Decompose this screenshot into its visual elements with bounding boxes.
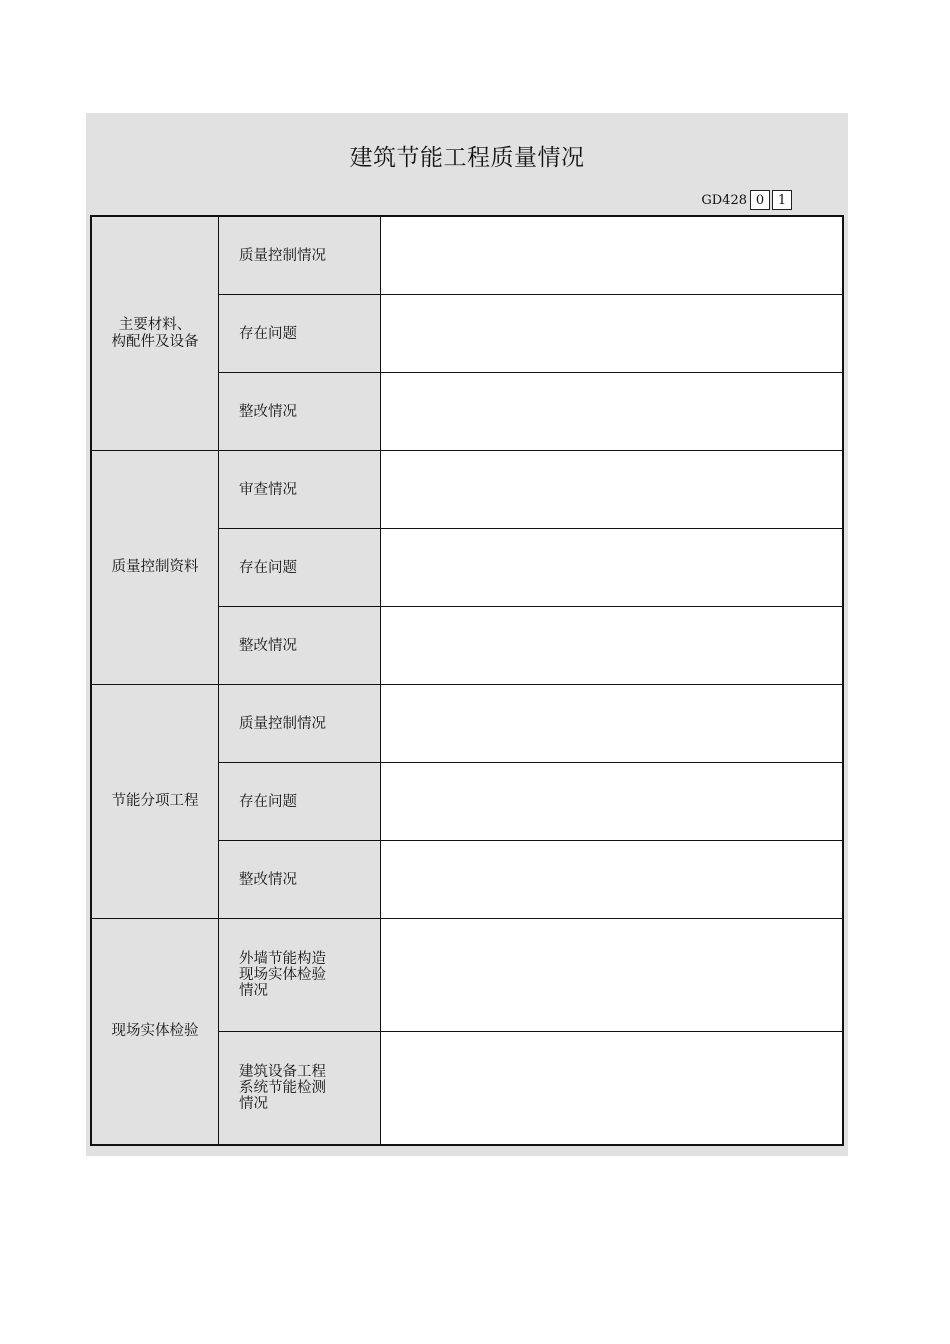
content-cell[interactable]	[381, 841, 844, 919]
quality-table	[90, 215, 844, 1146]
row-label: 整改情况	[219, 841, 381, 919]
row-label: 整改情况	[219, 373, 381, 451]
row-label: 存在问题	[219, 295, 381, 373]
content-cell[interactable]	[381, 451, 844, 529]
group-qc-documents: 质量控制资料	[91, 451, 219, 685]
content-cell[interactable]	[381, 295, 844, 373]
content-cell[interactable]	[381, 763, 844, 841]
form-title: 建筑节能工程质量情况	[349, 145, 585, 171]
group-energy-subitems: 节能分项工程	[91, 685, 219, 919]
content-cell[interactable]	[381, 529, 844, 607]
form-code-box-1: 0	[750, 190, 770, 210]
form-code-box-2: 1	[772, 190, 792, 210]
row-label: 建筑设备工程 系统节能检测 情况	[219, 1032, 381, 1146]
row-label: 存在问题	[219, 763, 381, 841]
content-cell[interactable]	[381, 1032, 844, 1146]
table-row	[91, 919, 843, 1032]
table-row	[91, 451, 843, 529]
group-site-inspection: 现场实体检验	[91, 919, 219, 1146]
row-label: 审查情况	[219, 451, 381, 529]
content-cell[interactable]	[381, 919, 844, 1032]
row-label: 质量控制情况	[219, 216, 381, 295]
form-code-prefix: GD428	[701, 192, 747, 208]
row-label: 质量控制情况	[219, 685, 381, 763]
row-label: 外墙节能构造 现场实体检验 情况	[219, 919, 381, 1032]
group-materials: 主要材料、 构配件及设备	[91, 216, 219, 451]
form-code	[701, 189, 792, 211]
content-cell[interactable]	[381, 607, 844, 685]
table-row	[91, 685, 843, 763]
row-label: 整改情况	[219, 607, 381, 685]
content-cell[interactable]	[381, 216, 844, 295]
table-row	[91, 216, 843, 295]
content-cell[interactable]	[381, 373, 844, 451]
row-label: 存在问题	[219, 529, 381, 607]
content-cell[interactable]	[381, 685, 844, 763]
form-sheet	[86, 113, 848, 1156]
